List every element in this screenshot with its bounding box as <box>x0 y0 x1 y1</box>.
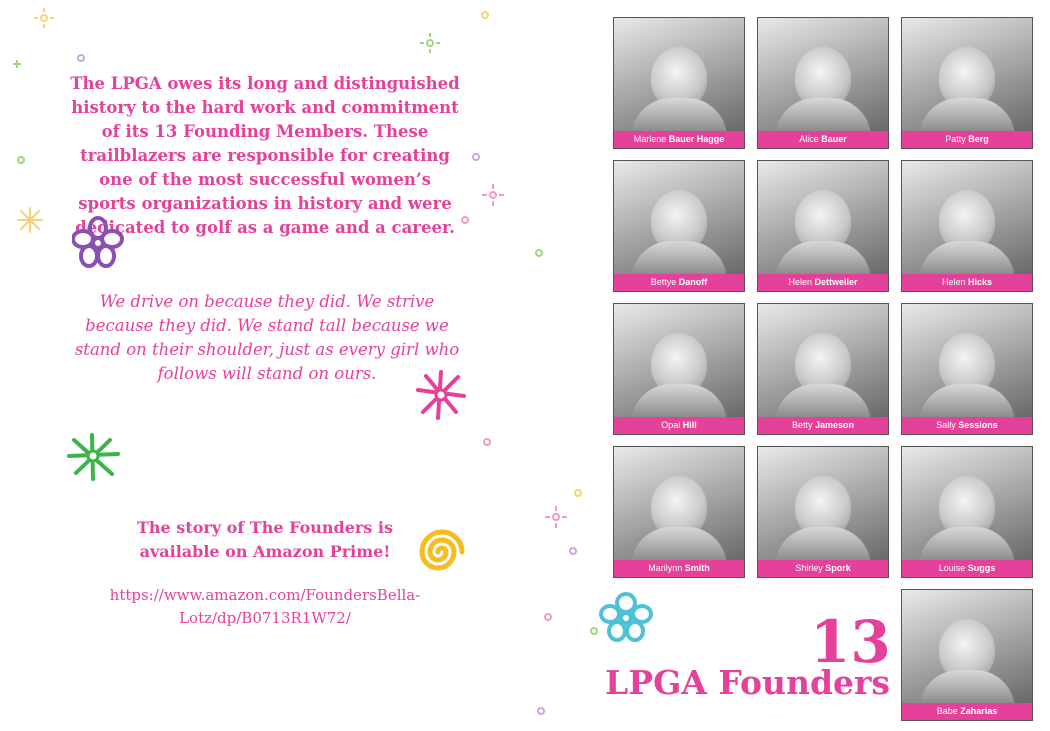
founders-title: LPGA Founders <box>605 663 890 702</box>
founder-tile <box>613 17 745 149</box>
founder-caption: Bettye Danoff <box>614 274 744 291</box>
founder-caption: Shirley Spork <box>758 560 888 577</box>
founder-tile <box>757 446 889 578</box>
founder-tile <box>757 160 889 292</box>
founder-tile <box>613 303 745 435</box>
founder-caption: Patty Berg <box>902 131 1032 148</box>
story-link[interactable]: https://www.amazon.com/FoundersBella-Lotz/dp/B0713R1W72/ <box>109 586 421 627</box>
founder-tile <box>613 446 745 578</box>
founders-count: 13 <box>810 608 891 676</box>
founder-caption: Marilynn Smith <box>614 560 744 577</box>
founder-caption: Alice Bauer <box>758 131 888 148</box>
founder-tile <box>901 160 1033 292</box>
founder-caption: Helen Dettweiler <box>758 274 888 291</box>
founder-tile <box>901 446 1033 578</box>
founder-caption: Marlene Bauer Hagge <box>614 131 744 148</box>
founder-caption: Betty Jameson <box>758 417 888 434</box>
founder-caption: Louise Suggs <box>902 560 1032 577</box>
founder-tile <box>901 589 1033 721</box>
founder-tile <box>757 17 889 149</box>
story-note: The story of The Founders is available on Amazon Prime! <box>137 518 393 561</box>
founder-caption: Babe Zaharias <box>902 703 1032 720</box>
quote-paragraph: We drive on because they did. We strive because they did. We stand tall because we stand on their shoulder, just as every girl who follows will stand on ours. <box>74 292 460 383</box>
intro-paragraph: The LPGA owes its long and distinguished history to the hard work and commitment of its 13 Founding Members. These trailblazers are responsible for creating one of the most successful women’s sports organizations in history and were dedicated to golf as a game and a career. <box>70 74 460 237</box>
founder-tile <box>901 303 1033 435</box>
founder-caption: Helen Hicks <box>902 274 1032 291</box>
founder-caption: Sally Sessions <box>902 417 1032 434</box>
founder-tile <box>901 17 1033 149</box>
founder-tile <box>757 303 889 435</box>
founder-tile <box>613 160 745 292</box>
flower-icon <box>598 592 654 644</box>
founder-caption: Opal Hill <box>614 417 744 434</box>
